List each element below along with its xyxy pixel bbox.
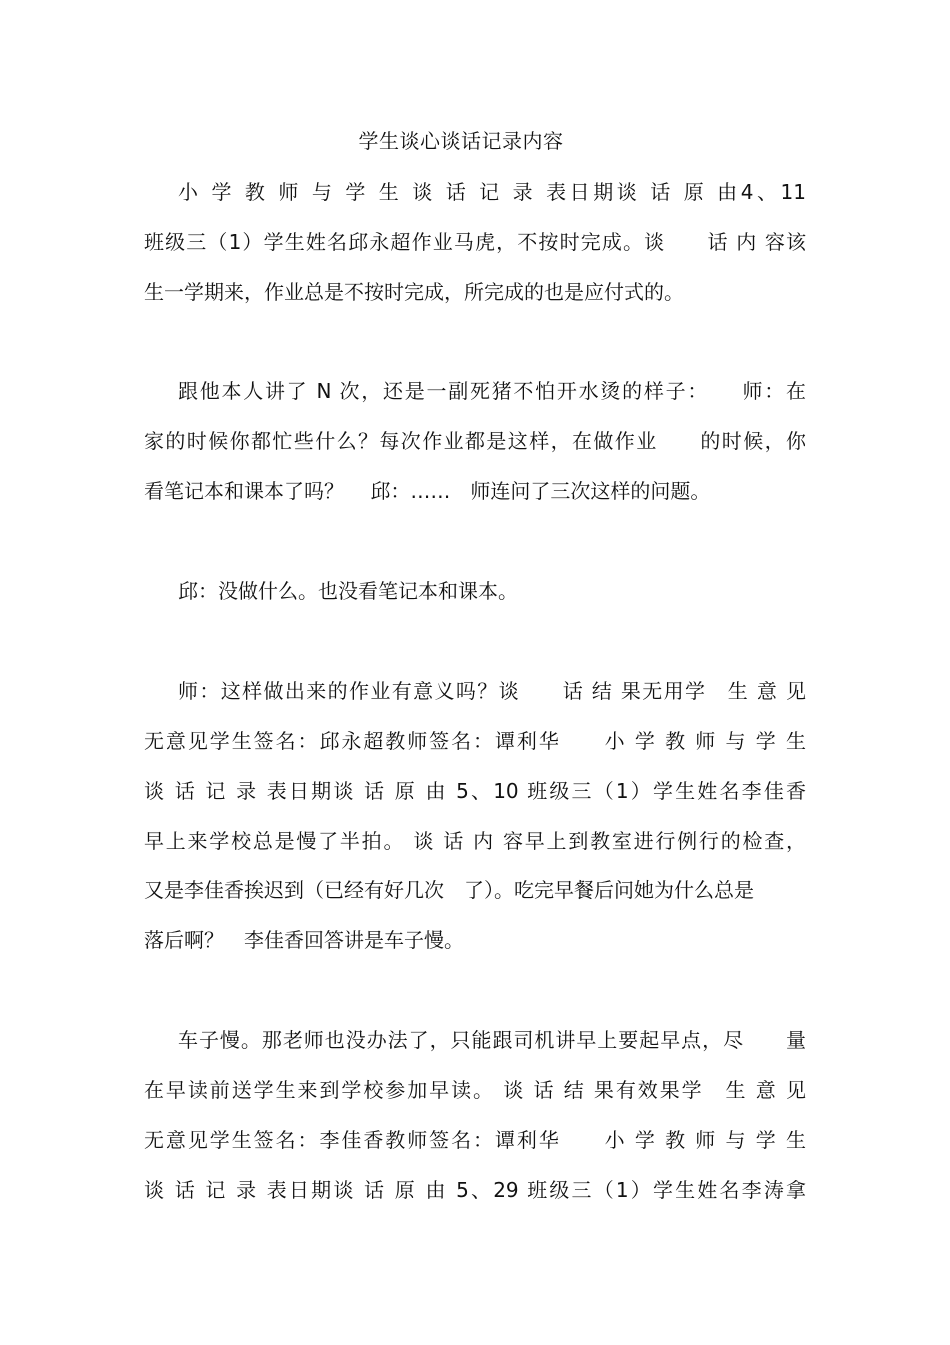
- text-line: 车子慢。那老师也没办法了，只能跟司机讲早上要起早点，尽 量: [178, 1028, 806, 1052]
- text-line: 生一学期来，作业总是不按时完成，所完成的也是应付式的。: [144, 280, 684, 304]
- text-line: 早上来学校总是慢了半拍。 谈 话 内 容早上到教室进行例行的检查，: [144, 829, 806, 853]
- text-line: 看笔记本和课本了吗？ 邱：…… 师连问了三次这样的问题。: [144, 479, 711, 503]
- text-line: 谈 话 记 录 表日期谈 话 原 由 5、29 班级三（1）学生姓名李涛拿: [144, 1178, 806, 1202]
- text-line: 落后啊？ 李佳香回答讲是车子慢。: [144, 928, 464, 952]
- text-line: 班级三（1）学生姓名邱永超作业马虎，不按时完成。谈 话 内 容该: [144, 230, 806, 254]
- text-line: 无意见学生签名：邱永超教师签名：谭利华 小 学 教 师 与 学 生: [144, 729, 806, 753]
- document-title: 学生谈心谈话记录内容: [358, 129, 564, 153]
- text-line: 无意见学生签名：李佳香教师签名：谭利华 小 学 教 师 与 学 生: [144, 1128, 806, 1152]
- text-line: 邱：没做什么。也没看笔记本和课本。: [178, 579, 518, 603]
- text-line: 又是李佳香挨迟到（已经有好几次 了）。吃完早餐后问她为什么总是: [144, 878, 754, 902]
- text-line: 小 学 教 师 与 学 生 谈 话 记 录 表日期谈 话 原 由4、11: [178, 180, 806, 204]
- text-line: 师：这样做出来的作业有意义吗？谈 话 结 果无用学 生 意 见: [178, 679, 806, 703]
- text-line: 在早读前送学生来到学校参加早读。 谈 话 结 果有效果学 生 意 见: [144, 1078, 806, 1102]
- text-line: 家的时候你都忙些什么？每次作业都是这样，在做作业 的时候，你: [144, 429, 806, 453]
- text-line: 谈 话 记 录 表日期谈 话 原 由 5、10 班级三（1）学生姓名李佳香: [144, 779, 806, 803]
- text-line: 跟他本人讲了 N 次，还是一副死猪不怕开水烫的样子： 师：在: [178, 379, 806, 403]
